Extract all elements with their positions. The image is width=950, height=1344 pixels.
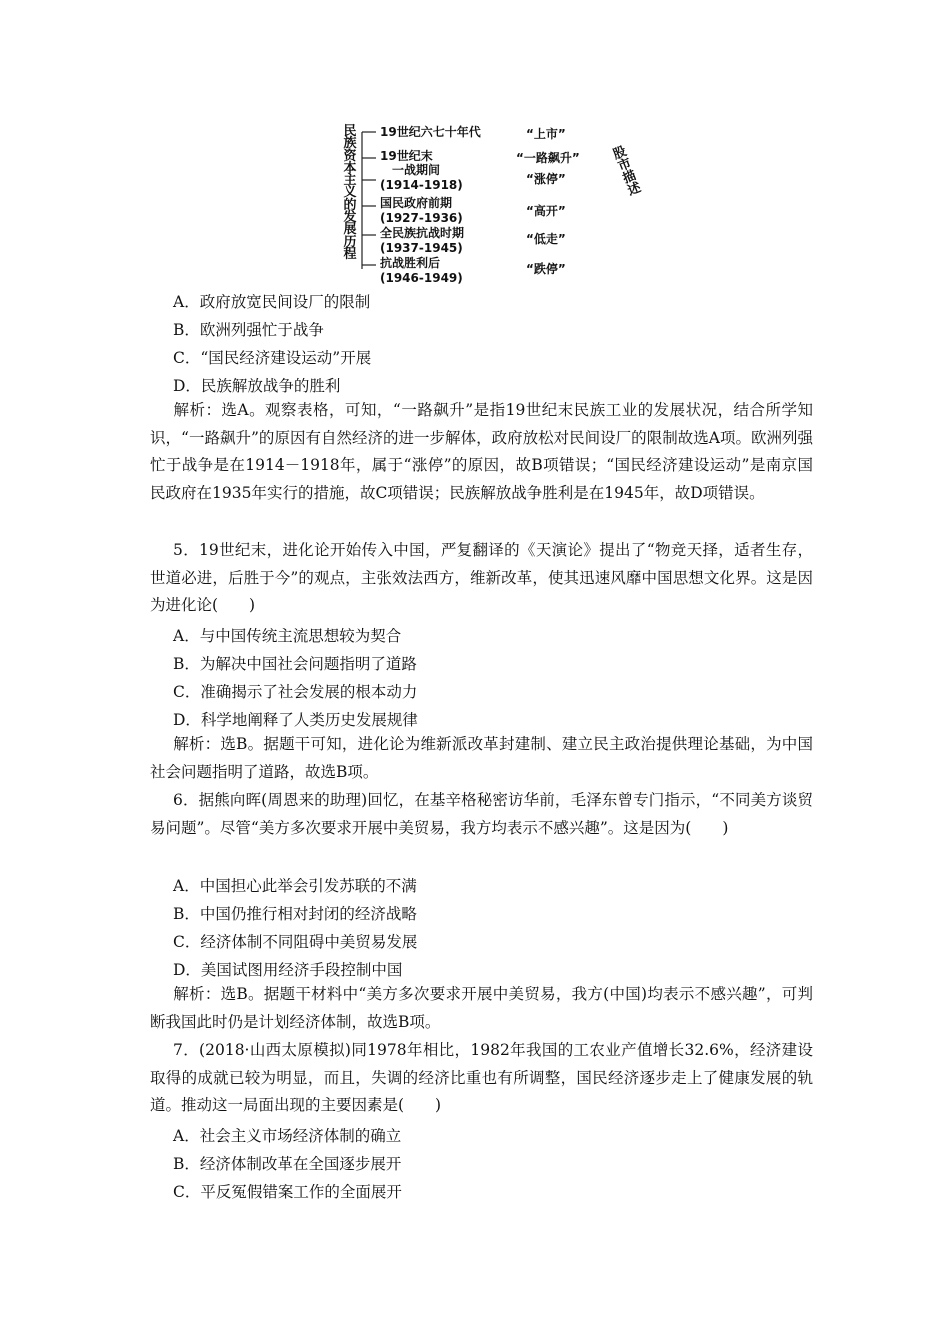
stage-years: (1914-1918) [380, 178, 463, 192]
q7-option-a: A．社会主义市场经济体制的确立 [173, 1127, 402, 1145]
q6-option-a: A．中国担心此举会引发苏联的不满 [173, 877, 417, 895]
stage-period: 国民政府前期 [380, 196, 453, 210]
q5-stem: 5．19世纪末，进化论开始传入中国，严复翻译的《天演论》提出了“物竞天择，适者生存，世道必进，后胜于今”的观点，主张效法西方，维新改革，使其迅速风靡中国思想文化界。这是因为进化论( ) [150, 541, 813, 614]
stock-term: “涨停” [526, 172, 566, 186]
q6-option-c: C．经济体制不同阻碍中美贸易发展 [173, 933, 418, 951]
stock-term: “上市” [526, 127, 566, 141]
q6-analysis: 解析：选B。据题干材料中“美方多次要求开展中美贸易，我方(中国)均表示不感兴趣”，可判断我国此时仍是计划经济体制，故选B项。 [150, 985, 813, 1031]
stock-term: “低走” [526, 232, 566, 246]
stage-years: (1937-1945) [380, 241, 463, 255]
q4-option-a: A．政府放宽民间设厂的限制 [173, 293, 371, 311]
stock-analogy-figure [340, 120, 660, 285]
figure-right-label: 股 市 描 述 [611, 144, 644, 199]
stage-years: (1927-1936) [380, 211, 463, 225]
q7-option-b: B．经济体制改革在全国逐步展开 [173, 1155, 402, 1173]
figure-vertical-label: 民 族 资 本 主 义 的 发 展 历 程 [343, 124, 357, 262]
q5-option-d: D．科学地阐释了人类历史发展规律 [173, 711, 418, 729]
q7-option-c: C．平反冤假错案工作的全面展开 [173, 1183, 402, 1201]
q5-option-c: C．准确揭示了社会发展的根本动力 [173, 683, 418, 701]
stage-period: 全民族抗战时期 [380, 226, 465, 240]
stage-years: (1946-1949) [380, 271, 463, 285]
stage-period: 一战期间 [392, 163, 441, 177]
q6-option-b: B．中国仍推行相对封闭的经济战略 [173, 905, 417, 923]
stock-term: “高开” [526, 204, 566, 218]
q7-stem: 7．(2018·山西太原模拟)同1978年相比，1982年我国的工农业产值增长32.6%，经济建设取得的成就已较为明显，而且，失调的经济比重也有所调整，国民经济逐步走上了健康发展的轨道。推动这一局面出现的主要因素是( ) [150, 1041, 813, 1114]
stage-period: 19世纪六七十年代 [380, 125, 481, 139]
q5-option-a: A．与中国传统主流思想较为契合 [173, 627, 402, 645]
stage-period: 19世纪末 [380, 149, 433, 163]
q4-option-b: B．欧洲列强忙于战争 [173, 321, 324, 339]
stock-term: “一路飙升” [516, 151, 580, 165]
stage-period: 抗战胜利后 [380, 256, 441, 270]
q5-analysis: 解析：选B。据题干可知，进化论为维新派改革封建制、建立民主政治提供理论基础，为中国社会问题指明了道路，故选B项。 [150, 735, 813, 781]
q4-option-d: D．民族解放战争的胜利 [173, 377, 341, 395]
q5-option-b: B．为解决中国社会问题指明了道路 [173, 655, 417, 673]
q6-stem: 6．据熊向晖(周恩来的助理)回忆，在基辛格秘密访华前，毛泽东曾专门指示，“不同美方谈贸易问题”。尽管“美方多次要求开展中美贸易，我方均表示不感兴趣”。这是因为( ) [150, 791, 813, 837]
q6-option-d: D．美国试图用经济手段控制中国 [173, 961, 403, 979]
q4-analysis: 解析：选A。观察表格，可知，“一路飙升”是指19世纪末民族工业的发展状况，结合所学知识，“一路飙升”的原因有自然经济的进一步解体，政府放松对民间设厂的限制故选A项。欧洲列强忙于战争是在1914－1918年，属于“涨停”的原因，故B项错误；“国民经济建设运动”是南京国民政府在1935年实行的措施，故C项错误；民族解放战争胜利是在1945年，故D项错误。 [150, 401, 813, 502]
q4-option-c: C．“国民经济建设运动”开展 [173, 349, 372, 367]
stock-term: “跌停” [526, 262, 566, 276]
